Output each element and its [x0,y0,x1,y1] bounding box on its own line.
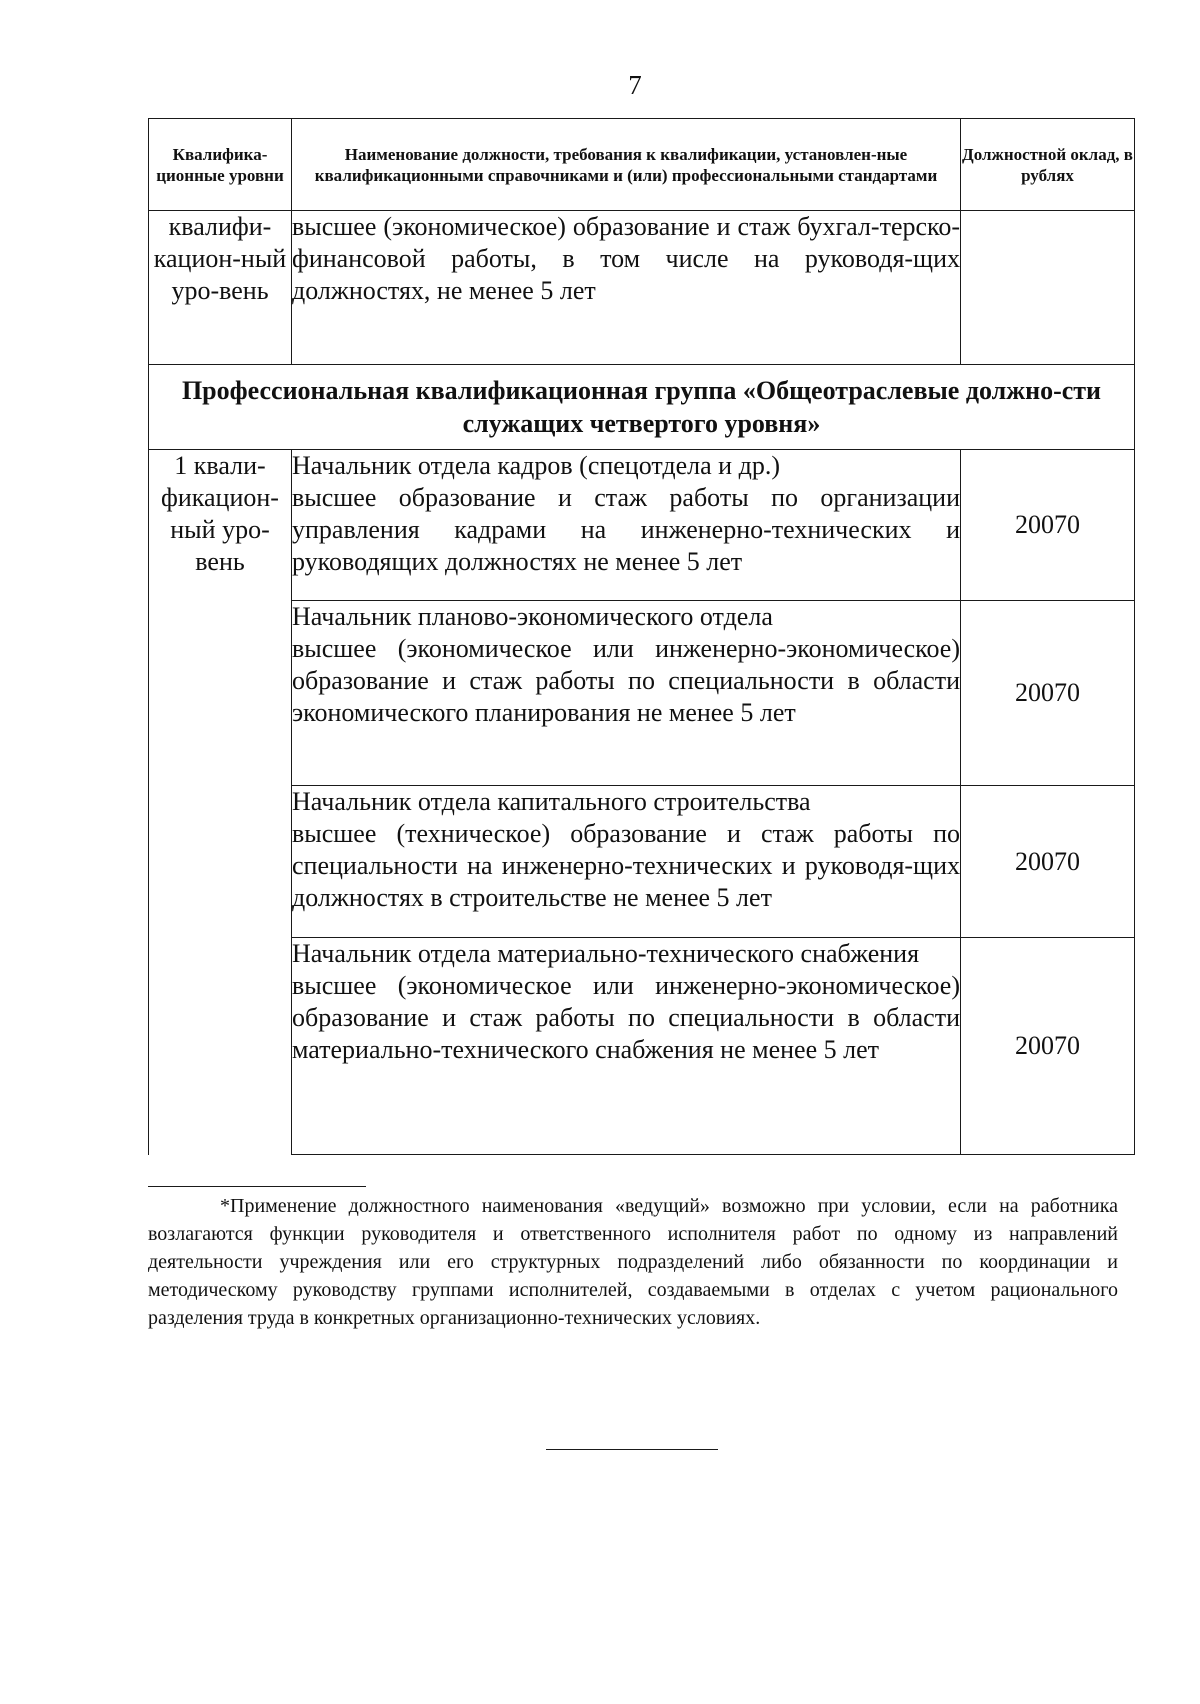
position-cell [292,601,961,786]
end-divider [546,1449,718,1450]
position-title: Начальник отдела кадров (спецотдела и др.) [292,451,780,480]
group-title: Профессиональная квалификационная группа «Общеотраслевые должно-сти служащих четвертого уровня» [149,365,1135,450]
carryover-salary [961,211,1135,365]
header-levels: Квалифика-ционные уровни [149,119,292,211]
salary-value: 20070 [961,786,1135,938]
salary-value: 20070 [961,938,1135,1155]
table-row [149,601,1135,786]
position-title: Начальник планово-экономического отдела [292,602,773,631]
header-salary: Должностной оклад, в рублях [961,119,1135,211]
position-requirements: высшее (экономическое или инженерно-экономическое) образование и стаж работы по специальности в области экономического планирования не менее 5 лет [292,634,960,727]
position-title: Начальник отдела капитального строительства [292,787,811,816]
salary-value: 20070 [961,601,1135,786]
position-requirements: высшее образование и стаж работы по организации управления кадрами на инженерно-технических и руководящих должностях не менее 5 лет [292,483,960,576]
position-cell [292,786,961,938]
table-row [149,938,1135,1155]
footnote-divider [148,1186,366,1187]
footnote: *Применение должностного наименования «ведущий» возможно при условии, если на работника возлагаются функции руководителя и ответственного исполнителя работ по одному из направлений деятельности учреждения или его структурных подразделений либо обязанности по координации и методическому руководству группами исполнителей, создаваемыми в отделах с учетом рационального разделения труда в конкретных организационно-технических условиях. [148,1195,1118,1329]
level-1: 1 квали-фикацион-ный уро-вень [149,450,292,1155]
table-row [149,450,1135,601]
position-requirements: высшее (экономическое или инженерно-экономическое) образование и стаж работы по специальности в области материально-технического снабжения не менее 5 лет [292,971,960,1064]
position-title: Начальник отдела материально-технического снабжения [292,939,920,968]
carryover-requirements [292,211,961,365]
position-cell [292,938,961,1155]
carryover-level: квалифи-кацион-ный уро-вень [149,211,292,365]
qualification-table [148,118,1135,1155]
carryover-row [149,211,1135,365]
page-number: 7 [628,70,642,100]
carryover-requirements-text: высшее (экономическое) образование и стаж бухгал-терско-финансовой работы, в том числе на руководя-щих должностях, не менее 5 лет [292,212,960,305]
salary-value: 20070 [961,450,1135,601]
position-requirements: высшее (техническое) образование и стаж работы по специальности на инженерно-технических и руководя-щих должностях в строительстве не менее 5 лет [292,819,960,912]
header-position: Наименование должности, требования к квалификации, установлен-ные квалификационными справочниками и (или) профессиональными стандартами [292,119,961,211]
table-header-row [149,119,1135,211]
group-row [149,365,1135,450]
position-cell [292,450,961,601]
table-row [149,786,1135,938]
